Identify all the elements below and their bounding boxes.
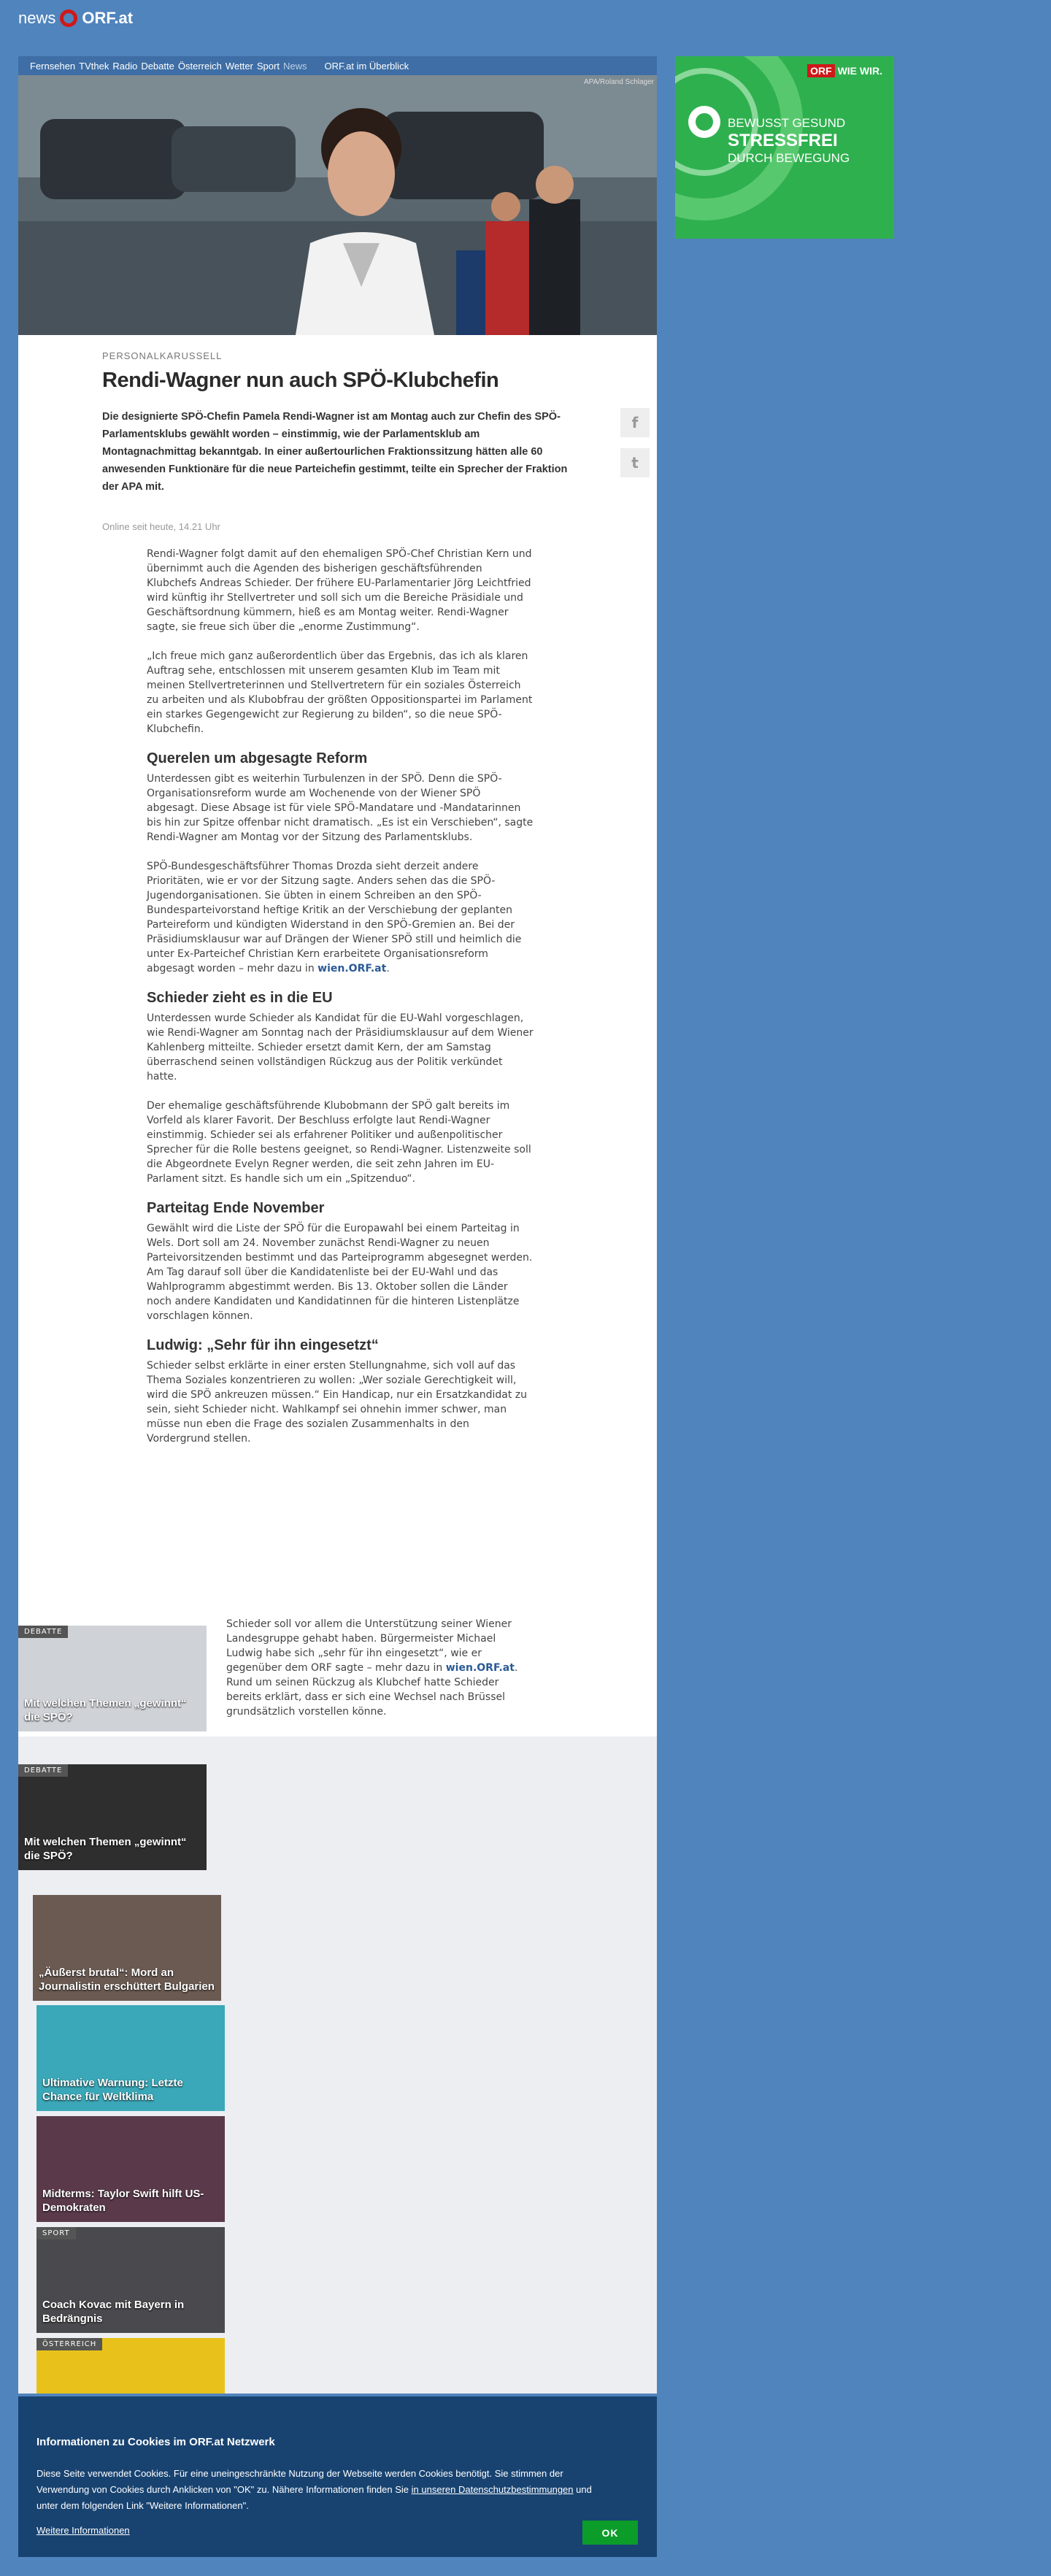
- paragraph: Gewählt wird die Liste der SPÖ für die Europawahl bei einem Parteitag in Wels. Dort soll am 24. November zunächst Rendi-Wagner zu neuen Parteivorsitzenden bestimmt und das Parteiprogramm abgesegnet werden. Am Tag darauf soll über die Kandidatenliste bei der EU-Wahl und das Wahlprogramm abgestimmt werden. Bis 13. Oktober sollen die Länder noch andere Kandidaten und Kandidatinnen für die hinteren Listenplätze vorschlagen können.: [147, 1223, 533, 1322]
- teaser-title: Midterms: Taylor Swift hilft US-Demokraten: [42, 2188, 204, 2214]
- logo-orf: ORF.at: [82, 9, 134, 27]
- paragraph: Unterdessen gibt es weiterhin Turbulenzen in der SPÖ. Denn die SPÖ-Organisationsreform wurde am Wochenende von der Wiener SPÖ abgesagt. Diese Absage ist für viele SPÖ-Mandatare und -Mandatarinnen bis hin zur Spitze offenbar nicht dramatisch. „Es ist ein Verschieben“, sagte Rendi-Wagner am Montag vor der Sitzung des Parlamentsklubs.: [147, 773, 534, 843]
- teaser-tag: DEBATTE: [18, 1764, 68, 1777]
- teaser-title: Mit welchen Themen „gewinnt“ die SPÖ?: [24, 1836, 187, 1862]
- article-kicker: PERSONALKARUSSELL: [102, 350, 223, 361]
- related-section: [18, 1737, 657, 2394]
- subheading: Ludwig: „Sehr für ihn eingesetzt“: [147, 1337, 379, 1353]
- photo-credit: APA/Roland Schlager: [584, 78, 654, 86]
- subheading: Querelen um abgesagte Reform: [147, 750, 368, 766]
- article-teaser: Die designierte SPÖ-Chefin Pamela Rendi-Wagner ist am Montag auch zur Chefin des SPÖ-Parlamentsklubs gewählt worden – einstimmig, wie der Parlamentsklub am Montagnachmittag bekanntgab. In einer außertourlichen Fraktionssitzung hätten alle 60 anwesenden Funktionäre für die neue Parteichefin gestimmt, teilte ein Sprecher der Fraktion der APA mit.: [102, 411, 568, 493]
- nav-radio[interactable]: Radio: [112, 60, 138, 72]
- oesterreich-teaser[interactable]: [36, 2338, 225, 2394]
- teaser-title: Ultimative Warnung: Letzte Chance für Weltklima: [42, 2077, 183, 2103]
- privacy-link[interactable]: in unseren Datenschutzbestimmungen: [411, 2484, 574, 2495]
- subheading: Schieder zieht es in die EU: [147, 990, 333, 1006]
- related-teaser[interactable]: [36, 2005, 225, 2111]
- nav-oesterreich[interactable]: Österreich: [177, 60, 222, 72]
- paragraph: „Ich freue mich ganz außerordentlich über das Ergebnis, das ich als klaren Auftrag sehe, entschlossen mit unserem gesamten Klub im Team mit meinen Stellvertreterinnen und Stellvertretern für ein soziales Österreich zu arbeiten und als Klubobfrau der größten Oppositionspartei im Parlament ein starkes Gegengewicht zur Regierung zu bilden“, so die neue SPÖ-Klubchefin.: [147, 650, 533, 735]
- logo-news: news: [18, 9, 56, 27]
- teaser-title: Mit welchen Themen „gewinnt“ die SPÖ?: [24, 1697, 187, 1723]
- nav-debatte[interactable]: Debatte: [141, 60, 174, 72]
- more-info-link[interactable]: Weitere Informationen: [36, 2525, 130, 2536]
- twitter-share-icon[interactable]: t: [620, 448, 650, 477]
- subheading: Parteitag Ende November: [147, 1200, 325, 1216]
- ad-slogan: WIE WIR.: [837, 65, 882, 77]
- cookie-text-part: und unter dem folgenden Link "Weitere Informationen".: [36, 2484, 592, 2511]
- cookie-ok-button[interactable]: OK: [582, 2521, 638, 2545]
- nav-wetter[interactable]: Wetter: [225, 60, 253, 72]
- related-teaser[interactable]: [33, 1895, 221, 2001]
- paragraph: SPÖ-Bundesgeschäftsführer Thomas Drozda sieht derzeit andere Prioritäten, wie er vor der Sitzung sagte. Anders sehen das die SPÖ-Jugendorganisationen. Sie übten in einem Schreiben an den SPÖ-Bundesparteivorstand heftige Kritik an der Verschiebung der geplanten Parteireform und kündigten Widerstand in den SPÖ-Gremien an. Bei der Präsidiumsklausur war auf Drängen der Wiener SPÖ still und heimlich die unter Ex-Parteichef Christian Kern erarbeitete Organisationsreform abgesagt worden – mehr dazu in wien.ORF.at.: [147, 861, 522, 974]
- hero-photo: [18, 75, 657, 335]
- wien-orf-link[interactable]: wien.ORF.at: [445, 1662, 515, 1674]
- paragraph-text: . Rund um seinen Rückzug als Klubchef hatte Schieder bereits erklärt, dass er sich eine Wechsel nach Brüssel grundsätzlich vorstellen könne.: [226, 1662, 518, 1718]
- main-nav: [18, 56, 657, 75]
- nav-tvthek[interactable]: TVthek: [79, 60, 109, 72]
- advertisement[interactable]: [675, 56, 894, 239]
- paragraph: [226, 1617, 533, 1719]
- paragraph-text: Schieder soll vor allem die Unterstützung seiner Wiener Landesgruppe gehabt haben. Bürgermeister Michael Ludwig habe sich „sehr für ihn eingesetzt“, wie er gegenüber dem ORF sagte – mehr dazu in: [226, 1618, 512, 1674]
- site-logo[interactable]: [18, 9, 133, 28]
- teaser-title: „Äußerst brutal“: Mord an Journalistin erschüttert Bulgarien: [39, 1966, 215, 1993]
- paragraph: Unterdessen wurde Schieder als Kandidat für die EU-Wahl vorgeschlagen, wie Rendi-Wagner am Sonntag nach der Präsidiumsklausur auf dem Wiener Kahlenberg mitteilte. Schieder ersetzt damit Kern, der am Samstag überraschend seinen vollständigen Rückzug aus der Politik verkündet hatte.: [147, 1012, 534, 1083]
- orf-ring-icon: [60, 9, 77, 27]
- ad-line: DURCH BEWEGUNG: [728, 151, 850, 165]
- article-date: Online seit heute, 14.21 Uhr: [102, 521, 220, 532]
- facebook-share-icon[interactable]: f: [620, 408, 650, 437]
- teaser-tag: ÖSTERREICH: [36, 2338, 102, 2350]
- ad-line: BEWUSST GESUND: [728, 116, 846, 130]
- ad-header: [807, 65, 882, 77]
- nav-fernsehen[interactable]: Fernsehen: [30, 60, 76, 72]
- nav-news[interactable]: News: [282, 60, 307, 72]
- hero-image: [18, 75, 657, 335]
- teaser-tag: DEBATTE: [18, 1626, 68, 1638]
- teaser-tag: SPORT: [36, 2227, 76, 2239]
- article-title: Rendi-Wagner nun auch SPÖ-Klubchefin: [102, 369, 499, 392]
- ad-line: STRESSFREI: [728, 131, 838, 150]
- nav-overview[interactable]: ORF.at im Überblick: [324, 60, 409, 72]
- sport-teaser[interactable]: [36, 2227, 225, 2333]
- cookie-banner: [18, 2396, 657, 2557]
- paragraph: Rendi-Wagner folgt damit auf den ehemaligen SPÖ-Chef Christian Kern und übernimmt auch die Agenden des bisherigen geschäftsführenden Klubchefs Andreas Schieder. Der frühere EU-Parlamentarier Jörg Leichtfried wird künftig ihr Stellvertreter und soll sich um die Bereiche Präsidiale und Geschäftsordnung kümmern, hieß es am Montag weiter. Rendi-Wagner sagte, sie freue sich über die „enorme Zustimmung“.: [147, 548, 532, 633]
- paragraph-text: SPÖ-Bundesgeschäftsführer Thomas Drozda sieht derzeit andere Prioritäten, wie er vor der Sitzung sagte. Anders sehen das die SPÖ-Jugendorganisationen. Sie übten in einem Schreiben an den SPÖ-Bundesparteivorstand heftige Kritik an der Verschiebung der geplanten Parteireform und kündigten Widerstand in den SPÖ-Gremien an. Bei der Präsidiumsklausur war auf Drängen der Wiener SPÖ still und heimlich die unter Ex-Parteichef Christian Kern erarbeitete Organisationsreform abgesagt worden – mehr dazu in: [147, 861, 522, 974]
- related-teaser[interactable]: [36, 2116, 225, 2222]
- article-body: [147, 547, 534, 1461]
- debatte-teaser[interactable]: [18, 1626, 207, 1731]
- ad-text: [728, 116, 850, 166]
- article: [18, 335, 657, 1737]
- nav-sport[interactable]: Sport: [256, 60, 280, 72]
- wien-orf-link[interactable]: wien.ORF.at: [317, 963, 387, 974]
- teaser-title: Coach Kovac mit Bayern in Bedrängnis: [42, 2299, 185, 2325]
- paragraph: Der ehemalige geschäftsführende Klubobmann der SPÖ galt bereits im Vorfeld als klarer Favorit. Der Beschluss erfolgte laut Rendi-Wagner einstimmig. Schieder sei als erfahrener Politiker und außenpolitischer Sprecher für die Rolle bestens geeignet, so Rendi-Wagner. Listenzweite soll die Abgeordnete Evelyn Regner werden, die seit zehn Jahren im EU-Parlament sitzt. Es handle sich um ein „Spitzenduo“.: [147, 1100, 531, 1185]
- debatte-teaser[interactable]: [18, 1764, 207, 1870]
- paragraph: Schieder selbst erklärte in einer ersten Stellungnahme, sich voll auf das Thema Soziales konzentrieren zu wollen: „Wer soziale Gerechtigkeit will, wird die SPÖ ankreuzen müssen.“ Ein Handicap, nur ein Ersatzkandidat zu sein, sieht Schieder nicht. Wahlkampf sei ohnehin immer schwer, man müsse nun eben die Frage des sozialen Zusammenhalts in den Vordergrund stellen.: [147, 1360, 528, 1445]
- cookie-text: [36, 2466, 606, 2514]
- cookie-title: Informationen zu Cookies im ORF.at Netzwerk: [36, 2436, 275, 2448]
- orf-badge: ORF: [807, 64, 835, 77]
- cookie-text-part: Diese Seite verwendet Cookies. Für eine uneingeschränkte Nutzung der Webseite werden Cookies benötigt. Sie stimmen der Verwendung von Cookies durch Anklicken von "OK" zu. Nähere Informationen finden Sie: [36, 2468, 563, 2495]
